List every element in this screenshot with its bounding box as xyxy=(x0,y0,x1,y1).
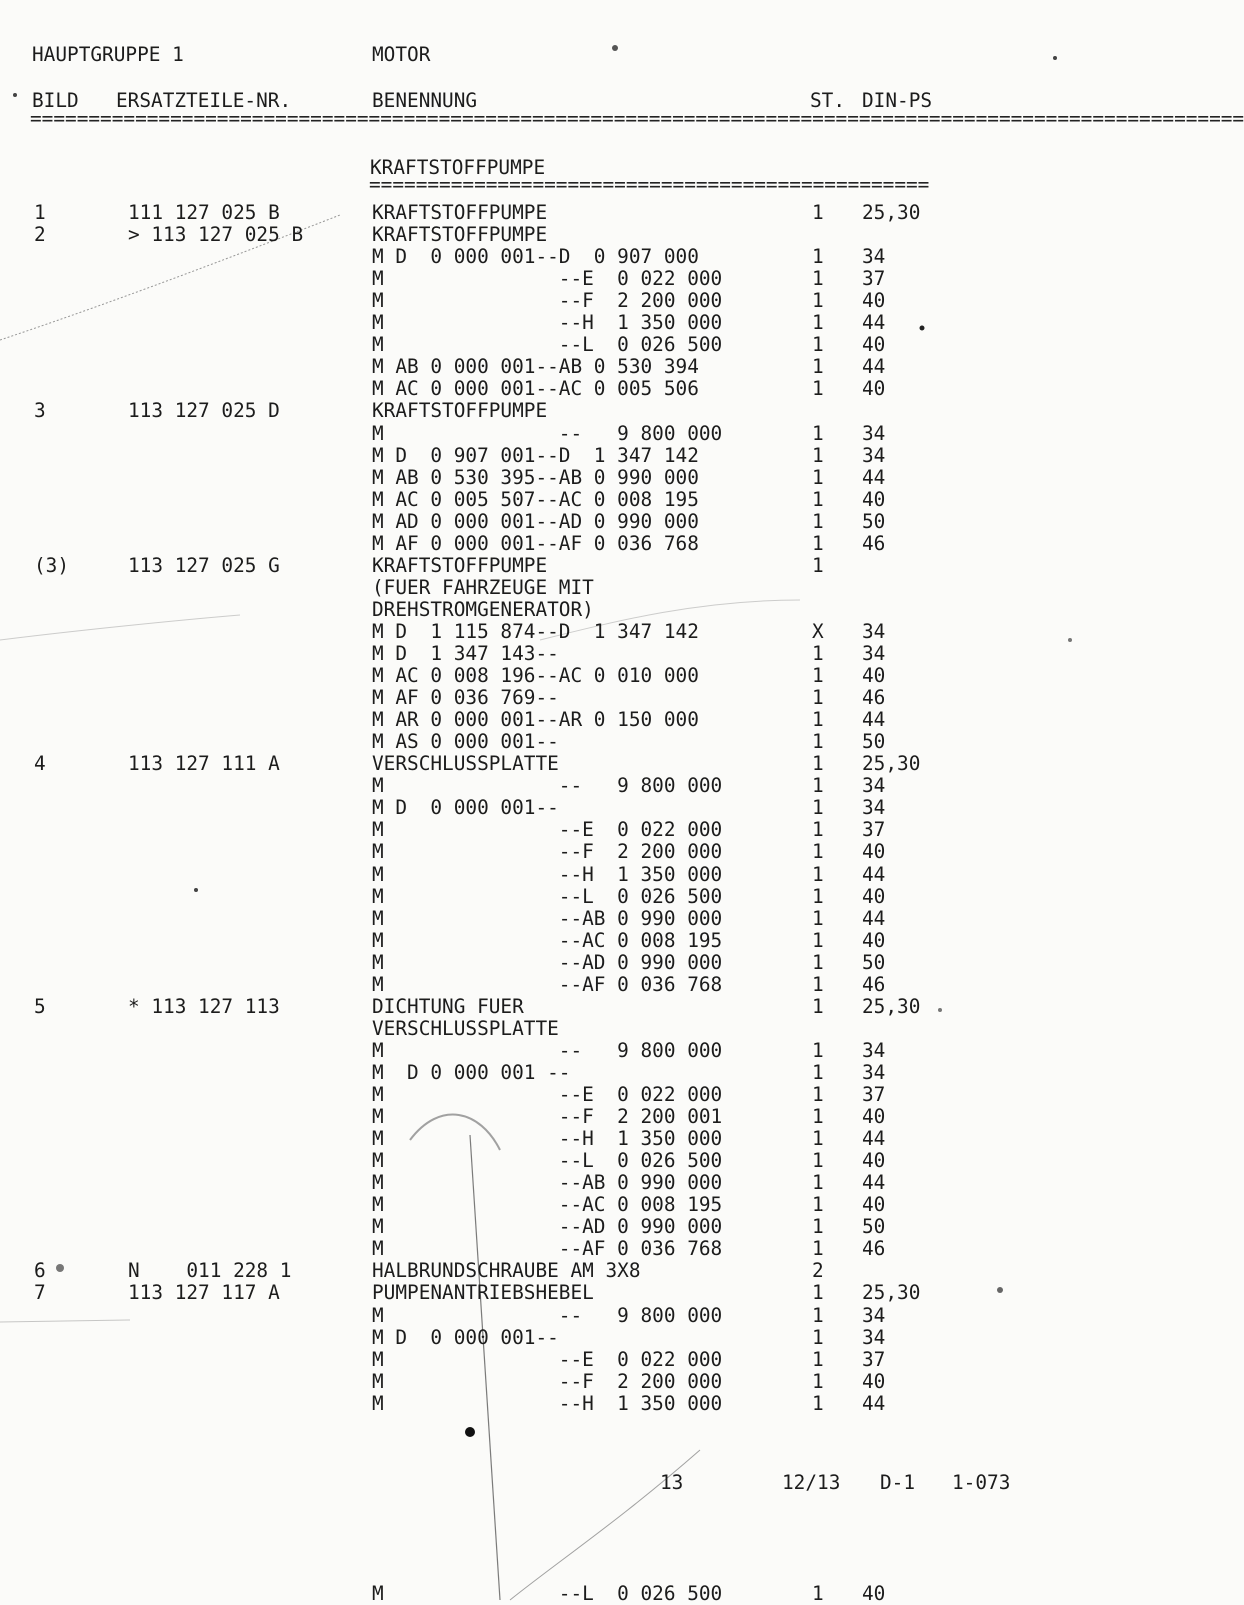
row-quantity: 1 xyxy=(812,531,824,555)
row-description: M AF 0 036 769-- xyxy=(372,686,559,710)
row-din-ps: 50 xyxy=(862,1215,886,1239)
table-row xyxy=(0,886,1110,908)
row-description: M D 1 115 874--D 1 347 142 xyxy=(372,619,699,643)
row-description: M --AF 0 036 768 xyxy=(372,1237,723,1261)
row-din-ps: 40 xyxy=(862,1105,886,1129)
table-row xyxy=(0,1327,1110,1349)
row-din-ps: 46 xyxy=(862,531,886,555)
row-din-ps: 44 xyxy=(862,465,886,489)
row-quantity: 1 xyxy=(812,972,824,996)
row-description: M D 0 000 001-- xyxy=(372,796,559,820)
row-description: M --E 0 022 000 xyxy=(372,1083,723,1106)
row-quantity: 1 xyxy=(812,840,824,864)
row-quantity: 1 xyxy=(812,245,824,269)
row-figure-number: 2 xyxy=(34,223,46,247)
table-row xyxy=(0,996,1110,1018)
row-quantity: X xyxy=(812,619,824,643)
row-quantity: 1 xyxy=(812,267,824,291)
row-din-ps: 50 xyxy=(862,509,886,533)
row-part-number: > 113 127 025 B xyxy=(128,223,304,247)
table-row xyxy=(0,643,1110,665)
table-row xyxy=(0,1150,1110,1172)
table-row xyxy=(0,224,1110,246)
table-row xyxy=(0,1305,1110,1327)
row-din-ps: 34 xyxy=(862,796,886,820)
row-quantity: 1 xyxy=(812,355,824,379)
row-description: M D 0 000 001 -- xyxy=(372,1060,571,1084)
table-row xyxy=(0,202,1110,224)
column-header-quantity: ST. xyxy=(810,89,846,112)
row-din-ps: 44 xyxy=(862,1171,886,1195)
row-quantity: 1 xyxy=(812,1391,824,1415)
row-din-ps: 40 xyxy=(862,1582,886,1605)
table-row xyxy=(0,400,1110,422)
row-din-ps: 44 xyxy=(862,355,886,379)
table-row xyxy=(0,1194,1110,1216)
row-quantity: 1 xyxy=(812,1347,824,1371)
row-din-ps: 40 xyxy=(862,1149,886,1173)
row-din-ps: 40 xyxy=(862,884,886,908)
table-row xyxy=(0,621,1110,643)
row-din-ps: 34 xyxy=(862,421,886,445)
row-description: M --AD 0 990 000 xyxy=(372,1215,723,1239)
row-din-ps: 44 xyxy=(862,1127,886,1151)
row-description: M --AC 0 008 195 xyxy=(372,1193,723,1217)
column-header-part-number: ERSATZTEILE-NR. xyxy=(116,89,292,112)
page-reference: 1-073 xyxy=(952,1471,1011,1494)
row-description: M --L 0 026 500 xyxy=(372,884,723,908)
row-description: VERSCHLUSSPLATTE xyxy=(372,752,559,776)
row-description: M AC 0 000 001--AC 0 005 506 xyxy=(372,377,699,401)
row-part-number: N 011 228 1 xyxy=(128,1259,292,1283)
row-description: M -- 9 800 000 xyxy=(372,774,723,798)
row-description: M AC 0 008 196--AC 0 010 000 xyxy=(372,664,699,688)
table-row xyxy=(0,445,1110,467)
row-quantity: 1 xyxy=(812,311,824,335)
table-row xyxy=(0,819,1110,841)
row-description: M --E 0 022 000 xyxy=(372,267,723,291)
row-quantity: 1 xyxy=(812,377,824,401)
main-group-label: HAUPTGRUPPE 1 xyxy=(32,43,184,66)
table-row xyxy=(0,1260,1110,1282)
table-row xyxy=(0,665,1110,687)
row-description: DICHTUNG FUER xyxy=(372,994,524,1018)
row-quantity: 1 xyxy=(812,884,824,908)
row-part-number: * 113 127 113 xyxy=(128,994,280,1018)
row-quantity: 1 xyxy=(812,1127,824,1151)
row-description: KRAFTSTOFFPUMPE xyxy=(372,223,548,247)
row-description: M --L 0 026 500 xyxy=(372,333,723,357)
table-row xyxy=(0,290,1110,312)
table-row xyxy=(0,268,1110,290)
sheet-indicator: 12/13 xyxy=(782,1471,841,1494)
row-quantity: 1 xyxy=(812,333,824,357)
row-description: M AC 0 005 507--AC 0 008 195 xyxy=(372,487,699,511)
table-row xyxy=(0,1106,1110,1128)
row-din-ps: 46 xyxy=(862,972,886,996)
row-quantity: 1 xyxy=(812,421,824,445)
table-row xyxy=(0,312,1110,334)
row-din-ps: 34 xyxy=(862,245,886,269)
row-quantity: 1 xyxy=(812,201,824,224)
row-description: M --F 2 200 000 xyxy=(372,289,723,313)
row-din-ps: 34 xyxy=(862,1038,886,1062)
row-quantity: 1 xyxy=(812,289,824,313)
row-description: M --F 2 200 000 xyxy=(372,840,723,864)
row-quantity: 1 xyxy=(812,487,824,511)
table-row xyxy=(0,511,1110,533)
row-figure-number: 4 xyxy=(34,752,46,776)
row-description: M --H 1 350 000 xyxy=(372,862,723,886)
row-din-ps: 25,30 xyxy=(862,1281,921,1305)
table-row xyxy=(0,378,1110,400)
row-description: M --H 1 350 000 xyxy=(372,1127,723,1151)
next-page-partial-row xyxy=(0,1583,1110,1605)
row-din-ps: 37 xyxy=(862,818,886,842)
table-row xyxy=(0,930,1110,952)
table-row xyxy=(0,1393,1110,1415)
row-quantity: 1 xyxy=(812,509,824,533)
row-quantity: 1 xyxy=(812,1325,824,1349)
row-description: DREHSTROMGENERATOR) xyxy=(372,597,594,621)
section-title: KRAFTSTOFFPUMPE xyxy=(370,156,546,179)
row-quantity: 1 xyxy=(812,1193,824,1217)
row-din-ps: 37 xyxy=(862,267,886,291)
column-header-din-ps: DIN-PS xyxy=(862,89,933,112)
row-din-ps: 34 xyxy=(862,1325,886,1349)
row-quantity: 1 xyxy=(812,994,824,1018)
row-description: M --H 1 350 000 xyxy=(372,311,723,335)
row-description: M --AB 0 990 000 xyxy=(372,1171,723,1195)
row-din-ps: 40 xyxy=(862,1193,886,1217)
row-quantity: 1 xyxy=(812,1060,824,1084)
row-quantity: 1 xyxy=(812,1083,824,1106)
row-din-ps: 40 xyxy=(862,289,886,313)
row-quantity: 1 xyxy=(812,1303,824,1327)
row-quantity: 1 xyxy=(812,642,824,665)
table-row xyxy=(0,1172,1110,1194)
row-quantity: 1 xyxy=(812,1582,824,1605)
row-quantity: 1 xyxy=(812,664,824,688)
row-quantity: 1 xyxy=(812,1237,824,1261)
row-quantity: 1 xyxy=(812,752,824,776)
row-din-ps: 25,30 xyxy=(862,752,921,776)
row-figure-number: 6 xyxy=(34,1259,46,1283)
row-quantity: 1 xyxy=(812,906,824,930)
table-row xyxy=(0,1238,1110,1260)
table-row xyxy=(0,246,1110,268)
row-description: (FUER FAHRZEUGE MIT xyxy=(372,575,594,599)
table-row xyxy=(0,1349,1110,1371)
row-din-ps: 46 xyxy=(862,1237,886,1261)
row-quantity: 1 xyxy=(812,708,824,732)
row-din-ps: 40 xyxy=(862,377,886,401)
table-row xyxy=(0,555,1110,577)
table-row xyxy=(0,1084,1110,1106)
row-din-ps: 37 xyxy=(862,1347,886,1371)
row-din-ps: 25,30 xyxy=(862,201,921,224)
table-row xyxy=(0,356,1110,378)
row-figure-number: 1 xyxy=(34,201,46,224)
row-description: M D 0 000 001-- xyxy=(372,1325,559,1349)
row-din-ps: 40 xyxy=(862,1369,886,1393)
table-row xyxy=(0,1018,1110,1040)
row-description: M --AD 0 990 000 xyxy=(372,950,723,974)
row-quantity: 1 xyxy=(812,950,824,974)
row-quantity: 1 xyxy=(812,1105,824,1129)
table-row xyxy=(0,1371,1110,1393)
table-row xyxy=(0,1282,1110,1304)
row-quantity: 1 xyxy=(812,796,824,820)
row-description: M D 1 347 143-- xyxy=(372,642,559,665)
row-din-ps: 40 xyxy=(862,840,886,864)
row-description: M AD 0 000 001--AD 0 990 000 xyxy=(372,509,699,533)
table-row xyxy=(0,334,1110,356)
row-quantity: 2 xyxy=(812,1259,824,1283)
row-description: M D 0 000 001--D 0 907 000 xyxy=(372,245,699,269)
table-row xyxy=(0,952,1110,974)
table-row xyxy=(0,533,1110,555)
row-figure-number: 7 xyxy=(34,1281,46,1305)
row-figure-number: 3 xyxy=(34,399,46,423)
row-description: VERSCHLUSSPLATTE xyxy=(372,1016,559,1040)
table-row xyxy=(0,577,1110,599)
row-description: M --H 1 350 000 xyxy=(372,1391,723,1415)
column-header-bild: BILD xyxy=(32,89,79,112)
table-row xyxy=(0,753,1110,775)
row-description: M --AF 0 036 768 xyxy=(372,972,723,996)
table-row xyxy=(0,974,1110,996)
table-row xyxy=(0,489,1110,511)
row-quantity: 1 xyxy=(812,1171,824,1195)
table-row xyxy=(0,687,1110,709)
table-row xyxy=(0,599,1110,621)
row-din-ps: 34 xyxy=(862,774,886,798)
row-description: M AB 0 000 001--AB 0 530 394 xyxy=(372,355,699,379)
row-din-ps: 25,30 xyxy=(862,994,921,1018)
row-part-number: 113 127 025 G xyxy=(128,553,280,577)
row-part-number: 113 127 111 A xyxy=(128,752,280,776)
row-din-ps: 44 xyxy=(862,906,886,930)
table-row xyxy=(0,1128,1110,1150)
table-row xyxy=(0,1040,1110,1062)
row-din-ps: 37 xyxy=(862,1083,886,1106)
row-quantity: 1 xyxy=(812,465,824,489)
row-quantity: 1 xyxy=(812,730,824,754)
row-description: M D 0 907 001--D 1 347 142 xyxy=(372,443,699,467)
row-quantity: 1 xyxy=(812,1281,824,1305)
row-description: KRAFTSTOFFPUMPE xyxy=(372,553,548,577)
table-row xyxy=(0,775,1110,797)
row-din-ps: 50 xyxy=(862,730,886,754)
row-din-ps: 34 xyxy=(862,1060,886,1084)
row-part-number: 113 127 117 A xyxy=(128,1281,280,1305)
row-description: M --F 2 200 000 xyxy=(372,1369,723,1393)
table-row xyxy=(0,423,1110,445)
table-row xyxy=(0,709,1110,731)
row-description: M --L 0 026 500 xyxy=(372,1582,723,1605)
row-description: M --AC 0 008 195 xyxy=(372,928,723,952)
column-header-description: BENENNUNG xyxy=(372,89,478,112)
row-description: M --E 0 022 000 xyxy=(372,1347,723,1371)
main-group-name: MOTOR xyxy=(372,43,431,66)
row-description: KRAFTSTOFFPUMPE xyxy=(372,399,548,423)
row-quantity: 1 xyxy=(812,774,824,798)
table-row xyxy=(0,731,1110,753)
header-divider: ======================================================================================================== xyxy=(30,107,1244,130)
row-quantity: 1 xyxy=(812,686,824,710)
row-din-ps: 34 xyxy=(862,619,886,643)
row-din-ps: 40 xyxy=(862,487,886,511)
row-description: M AB 0 530 395--AB 0 990 000 xyxy=(372,465,699,489)
row-figure-number: (3) xyxy=(34,553,70,577)
row-din-ps: 40 xyxy=(862,928,886,952)
row-description: M --F 2 200 001 xyxy=(372,1105,723,1129)
row-description: HALBRUNDSCHRAUBE AM 3X8 xyxy=(372,1259,641,1283)
row-description: M -- 9 800 000 xyxy=(372,1038,723,1062)
row-quantity: 1 xyxy=(812,862,824,886)
row-description: M -- 9 800 000 xyxy=(372,421,723,445)
row-quantity: 1 xyxy=(812,1215,824,1239)
row-din-ps: 34 xyxy=(862,1303,886,1327)
row-description: M AS 0 000 001-- xyxy=(372,730,559,754)
row-din-ps: 44 xyxy=(862,708,886,732)
table-row xyxy=(0,797,1110,819)
row-din-ps: 40 xyxy=(862,664,886,688)
row-description: PUMPENANTRIEBSHEBEL xyxy=(372,1281,594,1305)
row-din-ps: 44 xyxy=(862,311,886,335)
row-part-number: 111 127 025 B xyxy=(128,201,280,224)
section-title-underline: ================================================ xyxy=(369,173,930,196)
catalog-code: D-1 xyxy=(880,1471,916,1494)
row-din-ps: 44 xyxy=(862,1391,886,1415)
row-description: M --L 0 026 500 xyxy=(372,1149,723,1173)
row-description: KRAFTSTOFFPUMPE xyxy=(372,201,548,224)
row-part-number: 113 127 025 D xyxy=(128,399,280,423)
row-quantity: 1 xyxy=(812,928,824,952)
row-din-ps: 46 xyxy=(862,686,886,710)
page-number: 13 xyxy=(660,1471,684,1494)
row-din-ps: 40 xyxy=(862,333,886,357)
row-description: M -- 9 800 000 xyxy=(372,1303,723,1327)
row-din-ps: 34 xyxy=(862,443,886,467)
table-row xyxy=(0,1062,1110,1084)
row-quantity: 1 xyxy=(812,818,824,842)
row-din-ps: 44 xyxy=(862,862,886,886)
row-description: M --E 0 022 000 xyxy=(372,818,723,842)
row-quantity: 1 xyxy=(812,1369,824,1393)
row-quantity: 1 xyxy=(812,1038,824,1062)
row-din-ps: 50 xyxy=(862,950,886,974)
row-quantity: 1 xyxy=(812,443,824,467)
row-description: M AR 0 000 001--AR 0 150 000 xyxy=(372,708,699,732)
table-row xyxy=(0,841,1110,863)
table-row xyxy=(0,864,1110,886)
row-figure-number: 5 xyxy=(34,994,46,1018)
row-description: M AF 0 000 001--AF 0 036 768 xyxy=(372,531,699,555)
row-quantity: 1 xyxy=(812,553,824,577)
table-row xyxy=(0,467,1110,489)
row-description: M --AB 0 990 000 xyxy=(372,906,723,930)
row-quantity: 1 xyxy=(812,1149,824,1173)
table-row xyxy=(0,908,1110,930)
table-row xyxy=(0,1216,1110,1238)
row-din-ps: 34 xyxy=(862,642,886,665)
